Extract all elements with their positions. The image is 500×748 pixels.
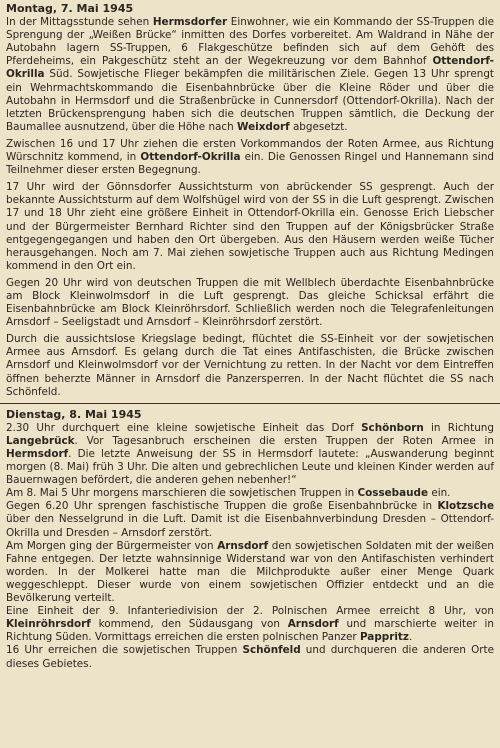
text-run: über den Nesselgrund in die Luft. Damit ist die Eisenbahnverbindung Dresden – Ottendorf-Okrilla und Dresden – Arnsdorf zerstört. <box>6 513 494 539</box>
place-name: Hermsdorfer <box>152 16 228 29</box>
place-name: Klotzsche <box>437 500 494 513</box>
place-name: Arnsdorf <box>217 539 269 552</box>
paragraph <box>6 540 494 605</box>
paragraph <box>6 644 494 670</box>
text-run: ein. Die Genossen Ringel und Hannemann sind Teilnehmer dieser ersten Begegnung. <box>6 151 495 177</box>
text-run: und durchqueren die anderen Orte dieses Gebietes. <box>6 644 494 670</box>
text-run: Gegen 20 Uhr wird von deutschen Truppen die mit Wellblech überdachte Eisenbahnbrücke am Block Kleinwolmsdorf in die Luft gesprengt. Das gleiche Schicksal erfährt die Eisenbahnbrücke am Block Kleinröhrsdorf. Schließlich werden noch die Telegrafenleitungen Arnsdorf – Seeligstadt und Arnsdorf – Kleinröhrsdorf zerstört. <box>6 276 494 329</box>
text-run: Gegen 6.20 Uhr sprengen faschistische Truppen die große Eisenbahnbrücke in <box>6 500 438 513</box>
text-run: Eine Einheit der 9. Infanteriedivision der 2. Polnischen Armee erreicht 8 Uhr, von <box>6 605 494 618</box>
paragraph <box>6 277 494 329</box>
paragraph <box>6 605 494 644</box>
place-name: Schönborn <box>361 421 424 434</box>
paragraph <box>6 16 494 134</box>
place-name: Ottendorf-Okrilla <box>140 151 241 164</box>
place-name: Langebrück <box>6 434 75 447</box>
place-name: Pappritz <box>359 631 409 644</box>
text-run: Einwohner, wie ein Kommando der SS-Truppen die Sprengung der „Weißen Brücke“ inmitten des Dorfes vorbereitet. Am Waldrand in Nähe der Autobahn lagern SS-Truppen, 6 Flakgeschütze befinden sich auf dem Gehöft des Pferdeheims, ein Pakgeschütz steht an der Wegekreuzung vor dem Bahnhof <box>6 16 494 68</box>
text-run: 17 Uhr wird der Gönnsdorfer Aussichtsturm von abrückender SS gesprengt. Auch der bekannte Aussichtsturm auf dem Wolfshügel wird von der SS in die Luft gesprengt. Zwischen 17 und 18 Uhr zieht eine größere Einheit in Ottendorf-Okrilla ein. Genosse Erich Liebscher und der Bürgermeister Bernhard Richter sind den Truppen auf der Königsbrücker Straße entgegengegangen und haben den Ort übergeben. Aus den Häusern werden weiße Tücher herausgehangen. Noch am 7. Mai ziehen sowjetische Truppen auch aus Richtung Medingen kommend in den Ort ein. <box>6 181 494 272</box>
text-run: 2.30 Uhr durchquert eine kleine sowjetische Einheit das Dorf <box>6 421 362 434</box>
place-name: Ottendorf-Okrilla <box>6 55 494 81</box>
section-tuesday <box>6 408 494 671</box>
text-run: Am 8. Mai 5 Uhr morgens marschieren die sowjetischen Truppen in <box>6 487 358 500</box>
section-body-monday <box>6 16 494 399</box>
paragraph <box>6 181 494 273</box>
place-name: Arnsdorf <box>287 618 339 631</box>
text-run: kommend, den Südausgang von <box>90 618 288 631</box>
text-run: 16 Uhr erreichen die sowjetischen Truppen <box>6 644 243 657</box>
place-name: Kleinröhrsdorf <box>6 618 91 631</box>
section-heading-tuesday: Dienstag, 8. Mai 1945 <box>6 407 142 421</box>
text-run: ein. <box>428 487 451 500</box>
text-run: den sowjetischen Soldaten mit der weißen Fahne entgegen. Der letzte wahnsinnige Widerstand war von den Antifaschisten verhindert worden. In der Molkerei hatte man die Milchprodukte außer einer Menge Quark weggeschleppt. Dieser wurde von einem sowjetischen Offizier entdeckt und an die Bevölkerung verteilt. <box>6 539 494 605</box>
section-body-tuesday <box>6 422 494 671</box>
text-run: Am Morgen ging der Bürgermeister von <box>6 539 218 552</box>
place-name: Schönfeld <box>242 644 301 657</box>
text-run: . Die letzte Anweisung der SS in Hermsdorf lautete: „Auswanderung beginnt morgen (8. Mai) früh 3 Uhr. Die alten und gebrechlichen Leute und kleinen Kinder werden auf Bauernwagen befördert, die anderen gehen nebenher!“ <box>6 448 494 487</box>
section-monday <box>6 2 494 399</box>
paragraph <box>6 138 494 177</box>
place-name: Hermsdorf <box>6 448 69 460</box>
text-run: In der Mittagsstunde sehen <box>6 16 153 29</box>
paragraph <box>6 333 494 398</box>
paragraph <box>6 487 494 500</box>
place-name: Weixdorf <box>237 120 290 133</box>
text-run: Durch die aussichtslose Kriegslage bedingt, flüchtet die SS-Einheit vor der sowjetischen Armee aus Arnsdorf. Es gelang durch die Tat eines Antifaschisten, die Brücke zwischen Arnsdorf und Kleinwolmsdorf vor der Vernichtung zu retten. In der Nacht vor dem Eintreffen öffnen beherzte Männer in Arnsdorf die Panzersperren. In der Nacht flüchtet die SS nach Schönfeld. <box>6 333 494 398</box>
text-run: abgesetzt. <box>289 120 348 133</box>
paragraph <box>6 500 494 539</box>
place-name: Cossebaude <box>357 487 429 500</box>
text-run: in Richtung <box>423 421 494 434</box>
section-divider <box>0 403 500 404</box>
text-run: . <box>408 631 413 644</box>
paragraph <box>6 422 494 487</box>
text-run: . Vor Tagesanbruch erscheinen die ersten Truppen der Roten Armee in <box>74 434 494 447</box>
text-run: Süd. Sowjetische Flieger bekämpfen die militärischen Ziele. Gegen 13 Uhr sprengt ein Wehrmachtskommando die Eisenbahnbrücke über die Kleine Röder und über die Autobahn in Hermsdorf und die Straßenbrücke in Cunnersdorf (Ottendorf-Okrilla). Nach der letzten Brückensprengung haben sich die deutschen Truppen sämtlich, die Deckung der Baumallee ausnutzend, über die Höhe nach <box>6 68 494 133</box>
text-run: Zwischen 16 und 17 Uhr ziehen die ersten Vorkommandos der Roten Armee, aus Richtung Würschnitz kommend, in <box>6 137 494 164</box>
section-heading-monday: Montag, 7. Mai 1945 <box>6 2 134 15</box>
text-run: und marschierte weiter in Richtung Süden. Vormittags erreichen die ersten polnischen Panzer <box>6 618 495 644</box>
